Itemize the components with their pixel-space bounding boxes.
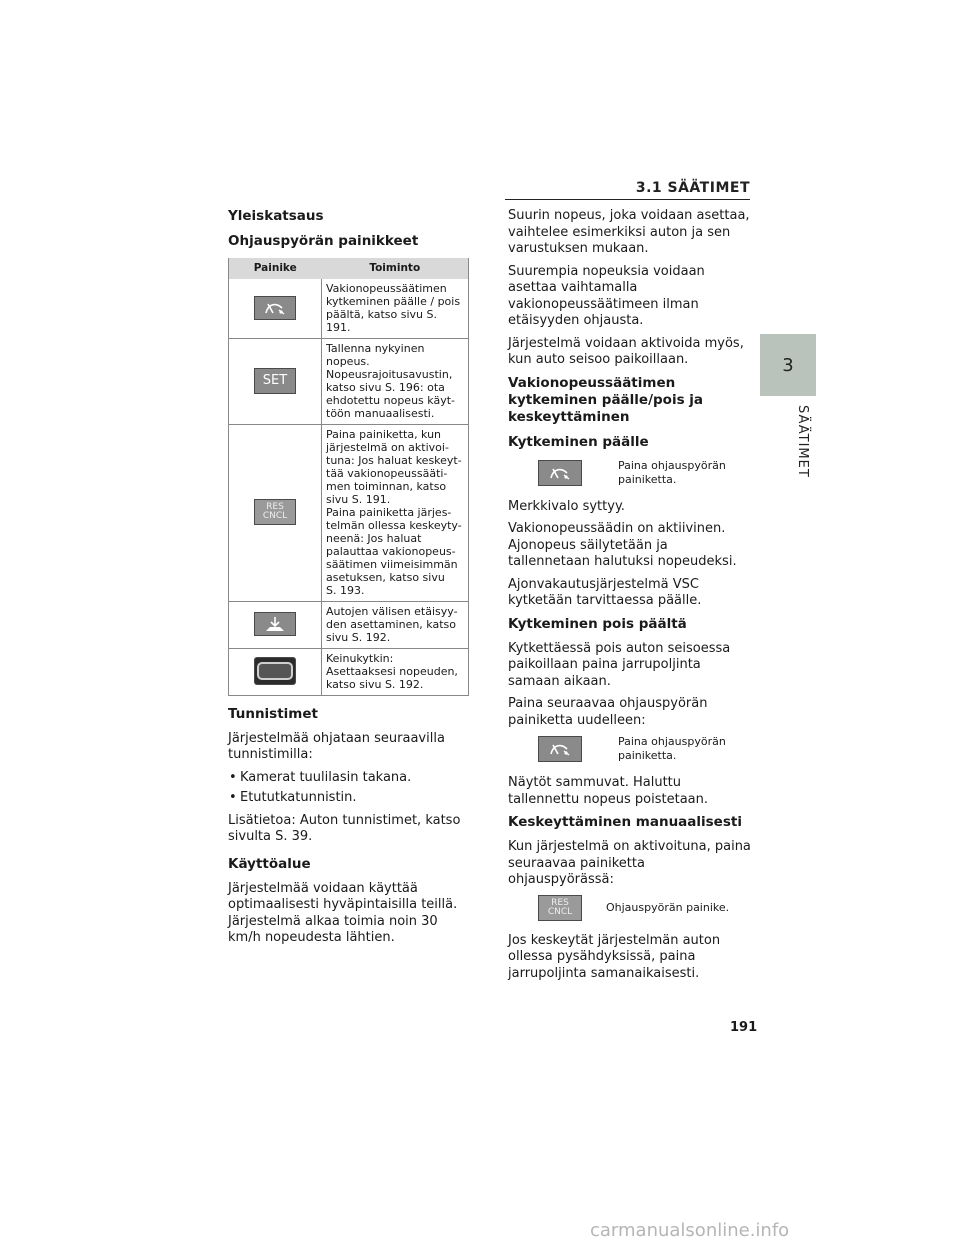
res-cncl-button-icon xyxy=(538,895,582,921)
usage-text: Järjestelmää voidaan käyttää optimaalisesti hyväpintaisilla teillä. Järjestelmä alkaa toimia noin 30 km/h nopeudesta lähtien. xyxy=(228,880,458,945)
cncl-label: CNCL xyxy=(547,906,573,917)
res-label: RES xyxy=(551,897,569,908)
paragraph: Vakionopeussäädin on aktiivinen. Ajonopeus säilytetään ja tallennetaan halutuksi nopeudeksi. xyxy=(508,521,737,569)
row-text: katso sivu S. 196: ota xyxy=(326,380,445,394)
usage-heading: Käyttöalue xyxy=(228,855,311,872)
row-text: asetuksen, katso sivu xyxy=(326,570,445,584)
row-text: Autojen välisen etäisyy- xyxy=(326,604,458,618)
on-caption: Paina ohjauspyörän painiketta. xyxy=(618,458,726,486)
left-column xyxy=(228,208,473,953)
table-header-function: Toiminto xyxy=(322,258,469,279)
manual-heading: Keskeyttäminen manuaalisesti xyxy=(508,814,742,830)
sensors-more: Lisätietoa: Auton tunnistimet, katso sivulta S. 39. xyxy=(228,812,461,844)
row-text: S. 193. xyxy=(326,583,365,597)
row-text: men toiminnan, katso xyxy=(326,479,447,493)
sensors-heading: Tunnistimet xyxy=(228,705,318,722)
paragraph: Näytöt sammuvat. Haluttu tallennettu nopeus poistetaan. xyxy=(508,775,709,807)
manual-caption: Ohjauspyörän painike. xyxy=(606,900,730,914)
paragraph: Järjestelmä voidaan aktivoida myös, kun auto seisoo paikoillaan. xyxy=(508,335,744,367)
buttons-table xyxy=(228,258,469,696)
paragraph: Suurin nopeus, joka voidaan asettaa, vaihtelee esimerkiksi auton ja sen varustuksen mukaan. xyxy=(508,208,750,256)
res-cncl-button-icon xyxy=(254,499,296,525)
chapter-label: SÄÄTIMET xyxy=(795,405,810,478)
row-text: Paina painiketta järjes- xyxy=(326,505,452,519)
off-caption: Paina ohjauspyörän painiketta. xyxy=(618,735,726,762)
row-text: kytkeminen päälle / pois xyxy=(326,294,461,308)
watermark: carmanualsonline.info xyxy=(590,1220,790,1241)
table-header-button: Painike xyxy=(229,258,322,279)
off-instruction xyxy=(508,735,753,763)
list-item: • Kamerat tuulilasin takana. xyxy=(228,770,473,787)
res-label: RES xyxy=(266,502,284,512)
row-text: neenä: Jos haluat xyxy=(326,531,422,545)
set-button-icon: SET xyxy=(254,368,296,394)
sensors-intro: Järjestelmää ohjataan seuraavilla tunnistimilla: xyxy=(228,730,445,762)
row-text: sivu S. 192. xyxy=(326,630,391,644)
row-text: sivu S. 191. xyxy=(326,492,391,506)
cncl-label: CNCL xyxy=(262,511,288,521)
list-item: • Etututkatunnistin. xyxy=(228,790,473,807)
cruise-control-icon xyxy=(254,296,296,320)
table-row xyxy=(229,648,469,695)
table-row xyxy=(229,279,469,339)
table-row xyxy=(229,601,469,648)
table-row xyxy=(229,338,469,424)
paragraph: Merkkivalo syttyy. xyxy=(508,498,625,514)
row-text: telmän ollessa keskeyty- xyxy=(326,518,462,532)
paragraph: Suurempia nopeuksia voidaan asettaa vaihtamalla vakionopeussäätimeen ilman etäisyyden ohjausta. xyxy=(508,263,705,328)
row-text: Keinukytkin: xyxy=(326,651,394,665)
manual-instruction xyxy=(508,895,753,921)
row-text: ehdotettu nopeus käyt- xyxy=(326,393,455,407)
row-text: säätimen viimeisimmän xyxy=(326,557,458,571)
row-text: Paina painiketta, kun xyxy=(326,427,442,441)
cruise-control-icon xyxy=(538,460,582,486)
row-text: katso sivu S. 192. xyxy=(326,677,424,691)
row-text: den asettaminen, katso xyxy=(326,617,456,631)
header-divider xyxy=(505,199,750,200)
row-text: Tallenna nykyinen xyxy=(326,341,425,355)
toggle-heading: Vakionopeussäätimen kytkeminen päälle/pois ja keskeyttäminen xyxy=(508,374,704,425)
cruise-control-icon xyxy=(538,736,582,762)
sensors-list xyxy=(228,770,473,807)
on-heading: Kytkeminen päälle xyxy=(508,433,649,450)
paragraph: Jos keskeytät järjestelmän auton ollessa pysähdyksissä, paina jarrupoljinta samanaikaisesti. xyxy=(508,932,721,981)
row-text: töön manuaalisesti. xyxy=(326,406,435,420)
row-text: Nopeusrajoitusavustin, xyxy=(326,367,453,381)
paragraph: Paina seuraavaa ohjauspyörän painiketta uudelleen: xyxy=(508,696,708,728)
chapter-tab: 3 xyxy=(760,334,816,396)
row-text: nopeus. xyxy=(326,354,370,368)
paragraph: Kun järjestelmä on aktivoituna, paina seuraavaa painiketta ohjauspyörässä: xyxy=(508,839,751,887)
distance-icon xyxy=(254,612,296,636)
table-row xyxy=(229,424,469,601)
row-text: päältä, katso sivu S. 191. xyxy=(326,307,437,334)
off-heading: Kytkeminen pois päältä xyxy=(508,615,687,632)
row-text: tää vakionopeussääti- xyxy=(326,466,448,480)
page-number: 191 xyxy=(730,1020,758,1035)
overview-title: Yleiskatsaus xyxy=(228,208,324,224)
paragraph: Kytkettäessä pois auton seisoessa paikoillaan paina jarrupoljinta samaan aikaan. xyxy=(508,640,731,689)
rocker-switch-icon xyxy=(254,657,296,685)
buttons-heading: Ohjauspyörän painikkeet xyxy=(228,233,419,249)
row-text: Vakionopeussäätimen xyxy=(326,281,447,295)
paragraph: Ajonvakautusjärjestelmä VSC kytketään tarvittaessa päälle. xyxy=(508,576,702,608)
row-text: tuna: Jos haluat keskeyt- xyxy=(326,453,462,467)
row-text: palauttaa vakionopeus- xyxy=(326,544,456,558)
section-header: 3.1 SÄÄTIMET xyxy=(635,180,750,196)
row-text: Asettaaksesi nopeuden, xyxy=(326,664,458,678)
on-instruction xyxy=(508,459,753,487)
right-column xyxy=(508,208,753,988)
row-text: järjestelmä on aktivoi- xyxy=(326,440,449,454)
